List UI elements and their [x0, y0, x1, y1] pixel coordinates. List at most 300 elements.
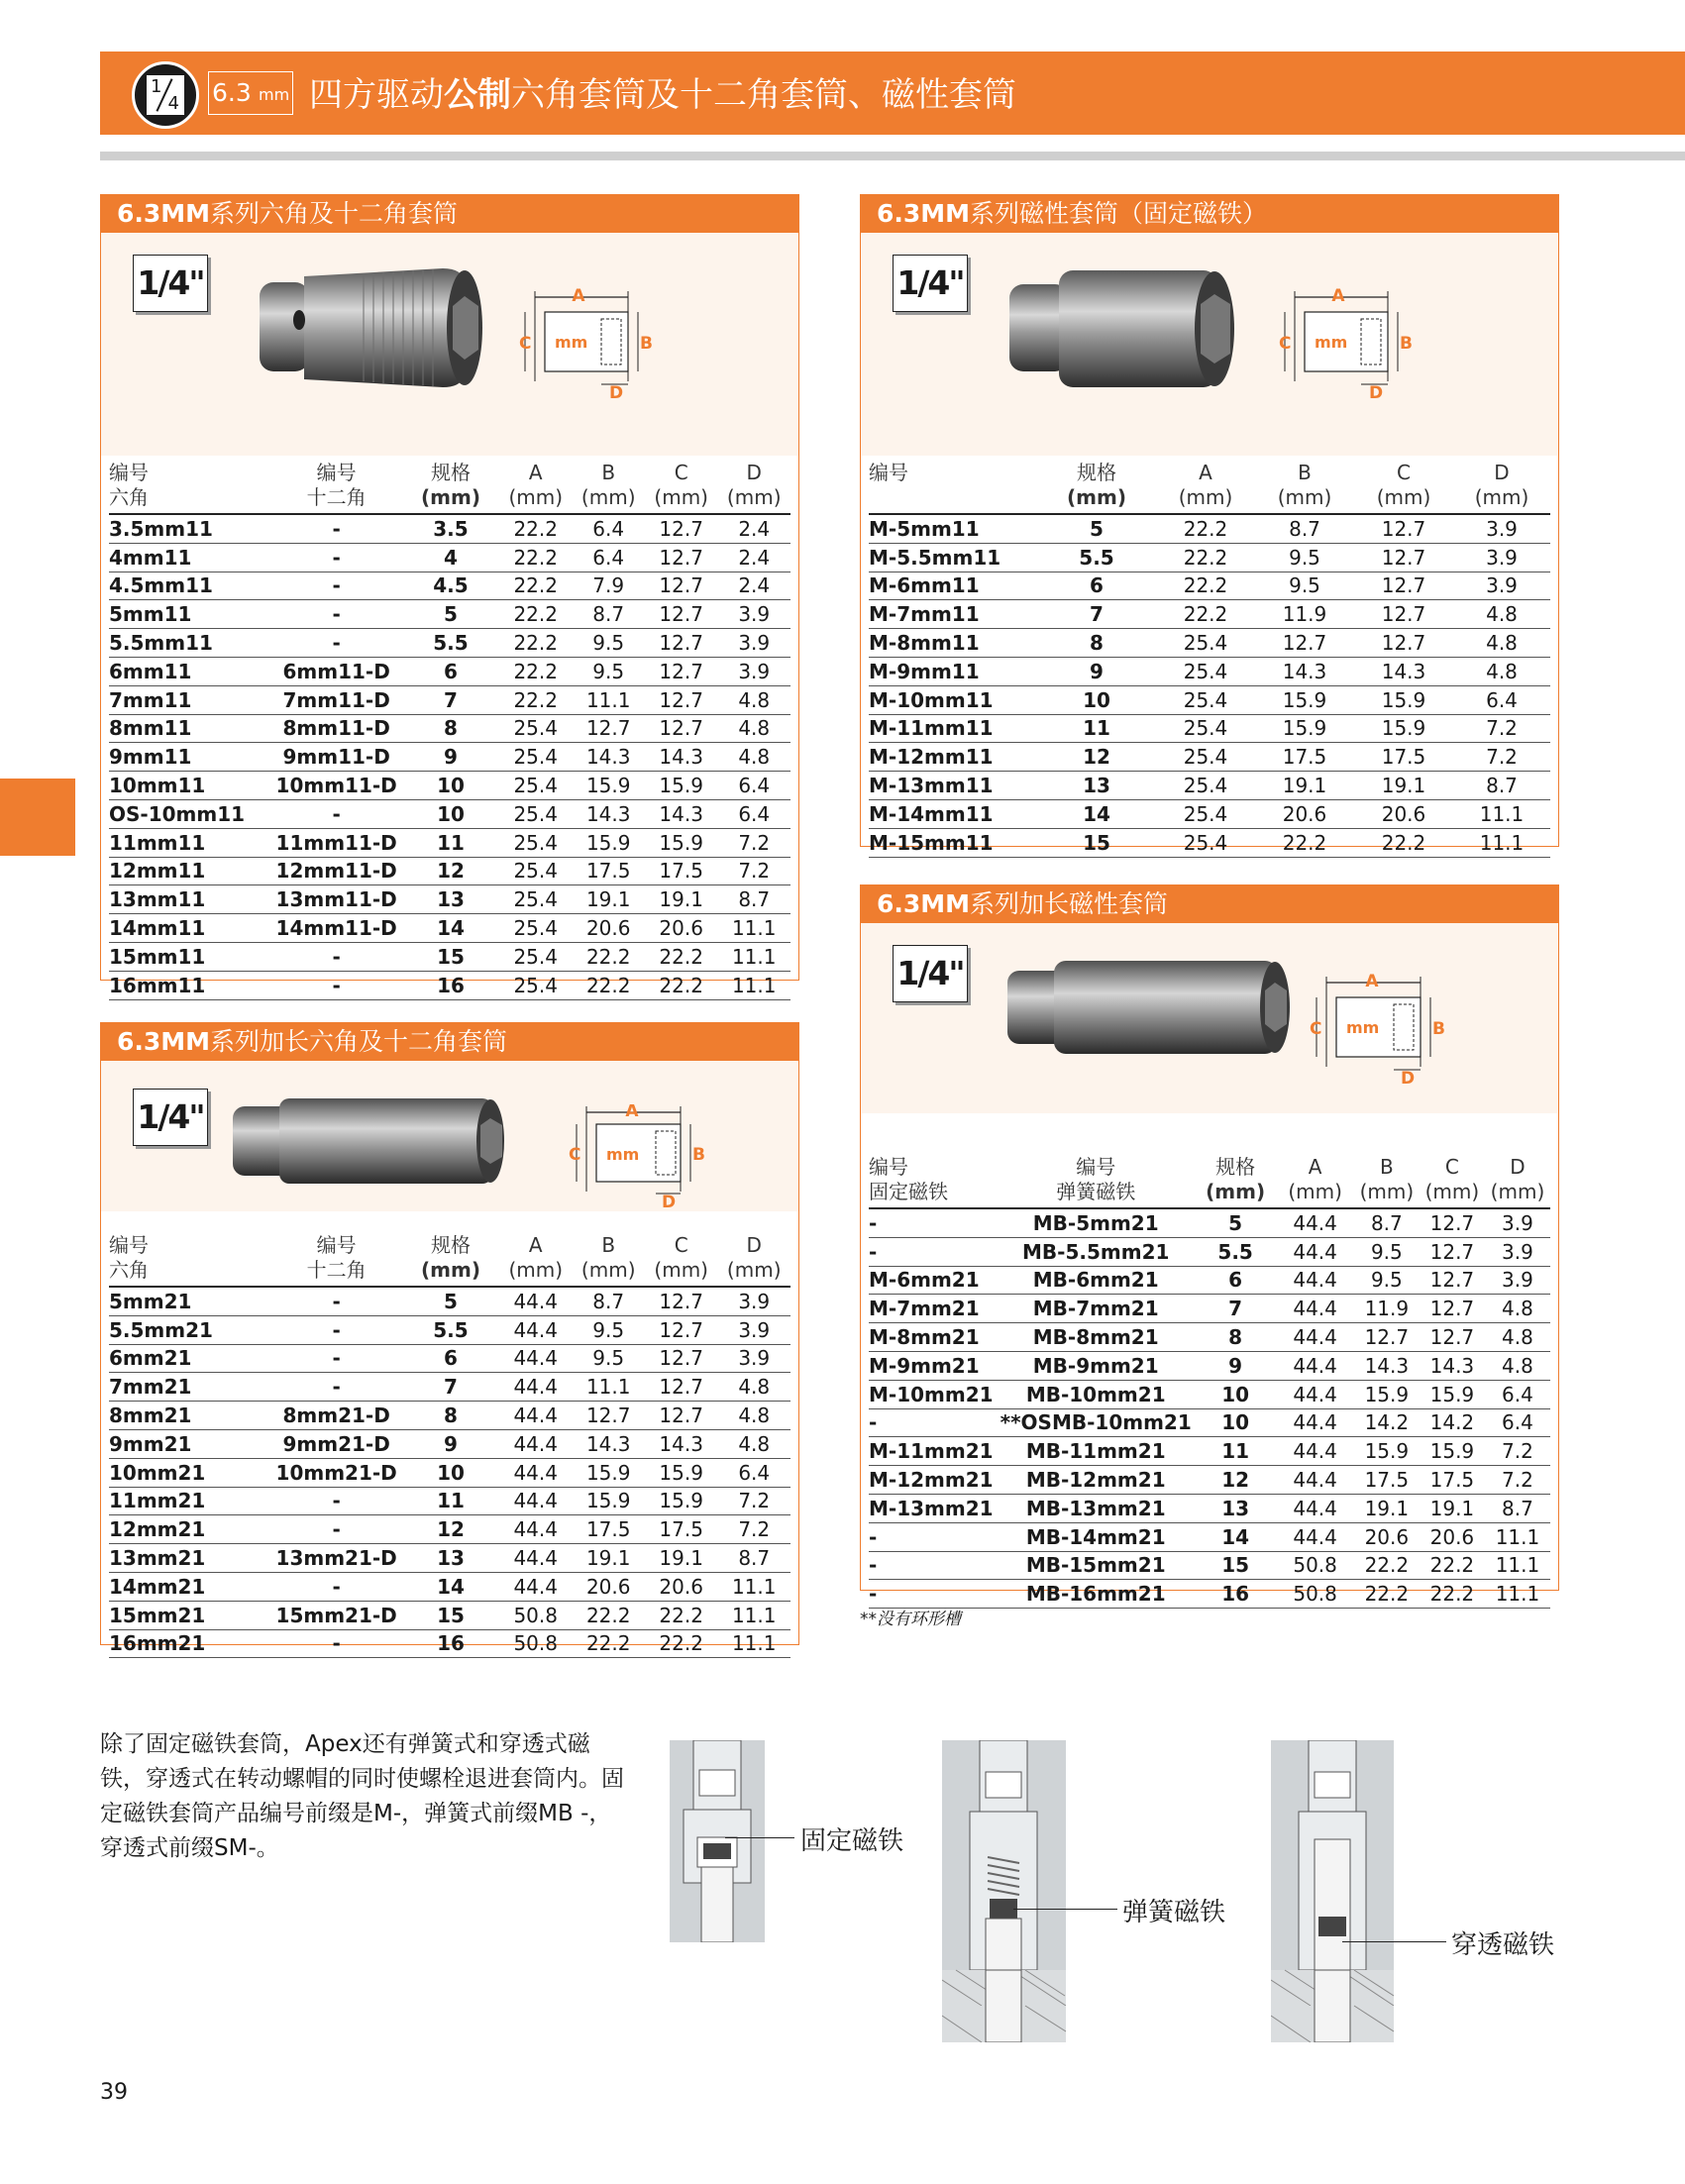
table-cell: 13 [402, 885, 499, 914]
col-header: B [1298, 461, 1312, 484]
drive-dimension-box [208, 71, 293, 115]
through-magnet-illustration [1271, 1740, 1394, 2042]
table-row [869, 1466, 1550, 1495]
table-row [109, 1402, 790, 1430]
table-cell: 5.5 [1037, 543, 1156, 572]
table-cell: - [869, 1408, 998, 1437]
table-cell: 15 [402, 1601, 499, 1629]
table-cell: - [869, 1522, 998, 1551]
table-cell: 6 [1195, 1266, 1277, 1295]
table-cell: 25.4 [1156, 685, 1255, 714]
col-header: B [601, 1233, 616, 1257]
table-cell: - [270, 1287, 402, 1315]
table-cell: 3.9 [1485, 1266, 1550, 1295]
table-cell: 16 [402, 1629, 499, 1658]
table-cell: M-12mm21 [869, 1466, 998, 1495]
table-cell: 44.4 [1276, 1208, 1353, 1237]
table-cell: 9.5 [1354, 1266, 1420, 1295]
table-cell: M-6mm21 [869, 1266, 998, 1295]
table-cell: 20.6 [1354, 1522, 1420, 1551]
table-cell: MB-10mm21 [998, 1380, 1195, 1408]
panel-title: 6.3MM系列加长磁性套筒 [861, 885, 1558, 923]
table-cell: MB-16mm21 [998, 1580, 1195, 1609]
table-cell: 22.2 [1420, 1580, 1485, 1609]
table-cell: 3.9 [717, 1315, 790, 1344]
col-header [869, 485, 1037, 514]
col-header: A [528, 461, 543, 484]
table-cell: 22.2 [1255, 828, 1354, 857]
col-header: A [1199, 461, 1212, 484]
table-row [109, 1344, 790, 1373]
table-cell: 15.9 [1255, 685, 1354, 714]
table-cell: - [869, 1551, 998, 1580]
table-cell: 17.5 [645, 857, 717, 885]
dim-label-a: A [625, 1104, 639, 1121]
table-cell: 15.9 [572, 1487, 644, 1515]
table-cell: 44.4 [1276, 1323, 1353, 1352]
table-cell: M-14mm11 [869, 799, 1037, 828]
table-cell: 22.2 [499, 629, 572, 658]
table-cell: 19.1 [1255, 772, 1354, 800]
panel-hex-12pt-sockets [100, 194, 799, 997]
col-header: A [1308, 1155, 1322, 1179]
table-cell: 11.9 [1354, 1295, 1420, 1323]
table-cell: 8.7 [1485, 1494, 1550, 1522]
table-cell: 8.7 [1453, 772, 1550, 800]
description-paragraph: 除了固定磁铁套筒，Apex还有弹簧式和穿透式磁铁，穿透式在转动螺帽的同时使螺栓退进套筒内。固定磁铁套筒产品编号前缀是M-，弹簧式前缀MB -，穿透式前缀SM-。 [100, 1731, 624, 1861]
table-cell: 25.4 [499, 971, 572, 999]
table-row [109, 685, 790, 714]
socket-image [1004, 262, 1252, 391]
table-cell: 17.5 [1354, 743, 1453, 772]
col-header: B [601, 461, 616, 484]
table-cell: 6.4 [1453, 685, 1550, 714]
label-spring-magnet: 弹簧磁铁 [1122, 1898, 1226, 1927]
dim-label-a: A [572, 287, 585, 306]
table-cell: 6.4 [1485, 1408, 1550, 1437]
table-cell: 11.1 [717, 1629, 790, 1658]
table-cell: 6.4 [717, 799, 790, 828]
product-image-area [101, 233, 798, 456]
table-row [869, 1380, 1550, 1408]
table-cell: 6.4 [717, 772, 790, 800]
table-cell: - [270, 971, 402, 999]
dimension-diagram [567, 1104, 715, 1213]
table-cell: 15 [1195, 1551, 1277, 1580]
table-row [109, 1601, 790, 1629]
table-row [109, 914, 790, 943]
table-cell: 11.1 [572, 1373, 644, 1402]
socket-image [225, 1091, 522, 1190]
spring-magnet-illustration [942, 1740, 1066, 2042]
table-cell: M-6mm11 [869, 572, 1037, 600]
table-cell: 11.1 [1485, 1551, 1550, 1580]
dim-label-c: C [1279, 334, 1292, 354]
dim-label-mm: mm [606, 1145, 640, 1164]
table-cell: 44.4 [499, 1402, 572, 1430]
table-cell: 22.2 [499, 572, 572, 600]
table-cell: 4.5 [402, 572, 499, 600]
table-cell: - [270, 600, 402, 629]
dim-label-c: C [569, 1145, 581, 1165]
table-cell: 9.5 [1255, 543, 1354, 572]
table-cell: 14.3 [1420, 1351, 1485, 1380]
table-cell: 14 [402, 1572, 499, 1601]
col-header: (mm) [499, 485, 572, 514]
table-cell: - [869, 1580, 998, 1609]
table-cell: 44.4 [499, 1344, 572, 1373]
col-header: (mm) [499, 1258, 572, 1287]
table-cell: 22.2 [1354, 1580, 1420, 1609]
table-cell: 7mm11-D [270, 685, 402, 714]
table-row [109, 743, 790, 772]
table-cell: 20.6 [1354, 799, 1453, 828]
table-cell: M-13mm11 [869, 772, 1037, 800]
table-cell: 11mm11-D [270, 828, 402, 857]
col-header: 编号 [869, 1155, 908, 1179]
table-cell: 14.3 [645, 1429, 717, 1458]
table-cell: - [270, 572, 402, 600]
table-cell: 14.3 [645, 743, 717, 772]
table-cell: 11.1 [1485, 1580, 1550, 1609]
table-cell: 11.1 [572, 685, 644, 714]
col-header: C [1397, 461, 1411, 484]
table-cell: 12.7 [1354, 600, 1453, 629]
header-divider [100, 152, 1685, 160]
socket-image [1000, 953, 1297, 1062]
table-cell: 17.5 [572, 857, 644, 885]
col-header: 编号 [1076, 1155, 1116, 1179]
table-cell: 25.4 [499, 942, 572, 971]
table-cell: 14.3 [1354, 1351, 1420, 1380]
table-cell: 12mm11 [109, 857, 270, 885]
table-cell: 7.2 [717, 857, 790, 885]
fixed-magnet-illustration [670, 1740, 765, 1942]
table-cell: 22.2 [1156, 514, 1255, 543]
table-cell: 11.1 [1453, 828, 1550, 857]
table-cell: 15mm11 [109, 942, 270, 971]
table-cell: 3.9 [1453, 514, 1550, 543]
table-cell: 44.4 [1276, 1466, 1353, 1495]
table-cell: - [270, 514, 402, 543]
socket-image [255, 262, 502, 391]
table-cell: 22.2 [1156, 543, 1255, 572]
table-cell: 8 [402, 1402, 499, 1430]
table-cell: M-13mm21 [869, 1494, 998, 1522]
col-header: (mm) [1485, 1180, 1550, 1208]
table-cell: 3.9 [717, 629, 790, 658]
table-cell: 17.5 [1420, 1466, 1485, 1495]
table-cell: 14.3 [572, 743, 644, 772]
table-cell: 9.5 [572, 1315, 644, 1344]
size-badge: 1/4" [893, 255, 968, 312]
table-cell: 12.7 [645, 572, 717, 600]
table-row [109, 1487, 790, 1515]
table-cell: 13 [402, 1544, 499, 1573]
dimension-diagram [1277, 287, 1425, 406]
table-cell: 12.7 [645, 1344, 717, 1373]
table-cell: 5.5 [1195, 1237, 1277, 1266]
table-cell: 12 [402, 1515, 499, 1544]
col-header: (mm) [1354, 485, 1453, 514]
table-cell: 25.4 [499, 714, 572, 743]
table-cell: 7.2 [1453, 743, 1550, 772]
table-cell: 44.4 [499, 1373, 572, 1402]
table-cell: 3.5mm11 [109, 514, 270, 543]
table-cell: 9.5 [572, 1344, 644, 1373]
table-cell: 6 [402, 657, 499, 685]
table-cell: 9mm21 [109, 1429, 270, 1458]
title-bold: 公制 [444, 75, 511, 115]
table-cell: 6 [402, 1344, 499, 1373]
table-cell: 12.7 [645, 514, 717, 543]
table-cell: 13mm11 [109, 885, 270, 914]
dim-label-a: A [1365, 973, 1379, 991]
table-cell: - [869, 1208, 998, 1237]
table-cell: 11.1 [1485, 1522, 1550, 1551]
table-cell: 14.3 [572, 799, 644, 828]
drive-size-logo [132, 61, 199, 129]
table-cell: 3.9 [717, 600, 790, 629]
table-cell: 50.8 [1276, 1551, 1353, 1580]
product-image-area [101, 1061, 798, 1211]
table-cell: MB-14mm21 [998, 1522, 1195, 1551]
table-cell: 12.7 [645, 1373, 717, 1402]
spec-table [109, 1233, 790, 1658]
table-cell: 25.4 [499, 828, 572, 857]
table-cell: - [270, 1344, 402, 1373]
table-cell: 15.9 [1420, 1380, 1485, 1408]
table-cell: 12.7 [1354, 514, 1453, 543]
table-cell: 12.7 [1354, 543, 1453, 572]
table-cell: 11 [402, 828, 499, 857]
table-cell: 4.5mm11 [109, 572, 270, 600]
table-cell: 11.1 [717, 1601, 790, 1629]
col-header: (mm) [1037, 485, 1156, 514]
table-cell: M-7mm11 [869, 600, 1037, 629]
table-cell: 19.1 [1354, 1494, 1420, 1522]
table-cell: 19.1 [1420, 1494, 1485, 1522]
table-row [109, 1429, 790, 1458]
table-cell: 12.7 [645, 543, 717, 572]
table-cell: 44.4 [499, 1544, 572, 1573]
table-cell: 10 [402, 799, 499, 828]
table-cell: 25.4 [499, 799, 572, 828]
drive-dim-value: 6.3 [212, 78, 252, 107]
table-cell: 25.4 [1156, 629, 1255, 658]
table-cell: 22.2 [1156, 600, 1255, 629]
product-image-area [861, 233, 1558, 456]
table-cell: MB-8mm21 [998, 1323, 1195, 1352]
table-cell: 22.2 [572, 942, 644, 971]
table-cell: 11.1 [717, 971, 790, 999]
table-cell: 9 [1037, 657, 1156, 685]
table-cell: 20.6 [1420, 1522, 1485, 1551]
table-cell: 22.2 [499, 657, 572, 685]
table-cell: - [270, 1487, 402, 1515]
table-cell: 15.9 [1255, 714, 1354, 743]
dim-label-mm: mm [1346, 1018, 1380, 1037]
side-section-tab [0, 779, 75, 856]
table-row [869, 828, 1550, 857]
table-cell: 5mm11 [109, 600, 270, 629]
table-cell: 12.7 [1354, 629, 1453, 658]
table-row [109, 971, 790, 999]
spec-table [869, 1155, 1550, 1609]
table-cell: 15 [1037, 828, 1156, 857]
table-cell: 44.4 [499, 1458, 572, 1487]
table-cell: 50.8 [1276, 1580, 1353, 1609]
table-cell: 8mm21 [109, 1402, 270, 1430]
table-cell: 6.4 [572, 543, 644, 572]
table-row [869, 772, 1550, 800]
table-cell: 8mm21-D [270, 1402, 402, 1430]
table-cell: 14.3 [1354, 657, 1453, 685]
table-cell: 6mm11 [109, 657, 270, 685]
table-cell: - [270, 543, 402, 572]
table-cell: 44.4 [499, 1515, 572, 1544]
table-cell: MB-13mm21 [998, 1494, 1195, 1522]
table-cell: 12mm21 [109, 1515, 270, 1544]
col-header: 规格 [430, 1233, 471, 1257]
table-cell: 6 [1037, 572, 1156, 600]
table-cell: 22.2 [572, 1601, 644, 1629]
table-cell: 15.9 [1354, 1380, 1420, 1408]
table-row [869, 1295, 1550, 1323]
table-cell: 44.4 [499, 1572, 572, 1601]
table-row [109, 543, 790, 572]
table-cell: 14.3 [645, 799, 717, 828]
table-cell: - [270, 629, 402, 658]
table-cell: 15.9 [1354, 1437, 1420, 1466]
table-cell: 15.9 [1420, 1437, 1485, 1466]
table-cell: M-7mm21 [869, 1295, 998, 1323]
col-header: B [1379, 1155, 1394, 1179]
table-cell: 16 [1195, 1580, 1277, 1609]
table-cell: 25.4 [499, 772, 572, 800]
table-cell: M-12mm11 [869, 743, 1037, 772]
table-cell: 22.2 [645, 942, 717, 971]
table-cell: 9.5 [572, 629, 644, 658]
col-header: 规格 [430, 461, 471, 484]
table-cell: 6mm11-D [270, 657, 402, 685]
table-cell: 12.7 [1420, 1208, 1485, 1237]
table-cell: - [270, 1373, 402, 1402]
table-cell: 3.9 [1485, 1237, 1550, 1266]
dimension-diagram [1307, 973, 1455, 1092]
dim-label-a: A [1331, 287, 1345, 306]
table-cell: 10mm21-D [270, 1458, 402, 1487]
table-cell: 9.5 [1255, 572, 1354, 600]
table-cell: M-10mm21 [869, 1380, 998, 1408]
label-fixed-magnet: 固定磁铁 [800, 1826, 904, 1856]
table-cell: 12.7 [1420, 1295, 1485, 1323]
table-cell: 13mm21-D [270, 1544, 402, 1573]
table-cell: 12mm11-D [270, 857, 402, 885]
table-cell: 44.4 [1276, 1266, 1353, 1295]
dim-label-b: B [692, 1145, 705, 1165]
table-cell: 13 [1195, 1494, 1277, 1522]
col-header: (mm) [645, 1258, 717, 1287]
drive-dim-unit: mm [259, 85, 290, 104]
table-cell: M-5.5mm11 [869, 543, 1037, 572]
drive-numerator: 1 [151, 76, 162, 97]
table-row [869, 572, 1550, 600]
panel-magnetic-sockets [860, 194, 1559, 855]
col-header: D [1494, 461, 1510, 484]
table-cell: 11.1 [717, 942, 790, 971]
table-row [109, 828, 790, 857]
table-cell: 12 [1037, 743, 1156, 772]
table-cell: 12.7 [645, 657, 717, 685]
table-cell: 22.2 [499, 543, 572, 572]
table-cell: 13mm21 [109, 1544, 270, 1573]
table-cell: **OSMB-10mm21 [998, 1408, 1195, 1437]
table-cell: 5 [402, 600, 499, 629]
table-row [109, 942, 790, 971]
table-cell: 2.4 [717, 543, 790, 572]
col-header: 规格 [1215, 1155, 1256, 1179]
table-cell: 8.7 [572, 600, 644, 629]
table-cell: 8 [1037, 629, 1156, 658]
table-cell: MB-6mm21 [998, 1266, 1195, 1295]
table-cell: 25.4 [1156, 714, 1255, 743]
table-cell: 14mm11-D [270, 914, 402, 943]
table-cell: 7.2 [717, 1487, 790, 1515]
panel-long-magnetic-sockets [860, 884, 1559, 1607]
table-cell: 6mm21 [109, 1344, 270, 1373]
table-cell: 25.4 [1156, 743, 1255, 772]
table-cell: 50.8 [499, 1601, 572, 1629]
table-cell: 10 [1195, 1408, 1277, 1437]
table-cell: 12.7 [645, 629, 717, 658]
col-header: (mm) [402, 1258, 499, 1287]
table-cell: 19.1 [572, 885, 644, 914]
table-row [109, 600, 790, 629]
table-cell: MB-7mm21 [998, 1295, 1195, 1323]
table-cell: 44.4 [1276, 1380, 1353, 1408]
table-cell: 12.7 [645, 1287, 717, 1315]
table-row [869, 1580, 1550, 1609]
table-cell: 15.9 [1354, 685, 1453, 714]
table-row [109, 1315, 790, 1344]
table-cell: 25.4 [499, 743, 572, 772]
dim-label-b: B [1400, 334, 1413, 354]
table-cell: 4.8 [717, 685, 790, 714]
table-cell: 4mm11 [109, 543, 270, 572]
col-header: 弹簧磁铁 [998, 1180, 1195, 1208]
table-row [109, 714, 790, 743]
table-cell: M-8mm21 [869, 1323, 998, 1352]
table-cell: 19.1 [645, 885, 717, 914]
col-header: A [528, 1233, 543, 1257]
table-cell: 44.4 [1276, 1237, 1353, 1266]
table-row [109, 657, 790, 685]
table-cell: M-5mm11 [869, 514, 1037, 543]
table-cell: 25.4 [499, 885, 572, 914]
table-row [109, 1373, 790, 1402]
dim-label-mm: mm [1315, 333, 1348, 352]
table-cell: 14mm11 [109, 914, 270, 943]
table-cell: 6.4 [572, 514, 644, 543]
table-cell: 15.9 [645, 1487, 717, 1515]
table-cell: 8.7 [717, 885, 790, 914]
table-cell: 12.7 [1354, 1323, 1420, 1352]
table-cell: 14.3 [1255, 657, 1354, 685]
table-cell: 4.8 [1485, 1323, 1550, 1352]
table-cell: MB-11mm21 [998, 1437, 1195, 1466]
table-cell: MB-12mm21 [998, 1466, 1195, 1495]
